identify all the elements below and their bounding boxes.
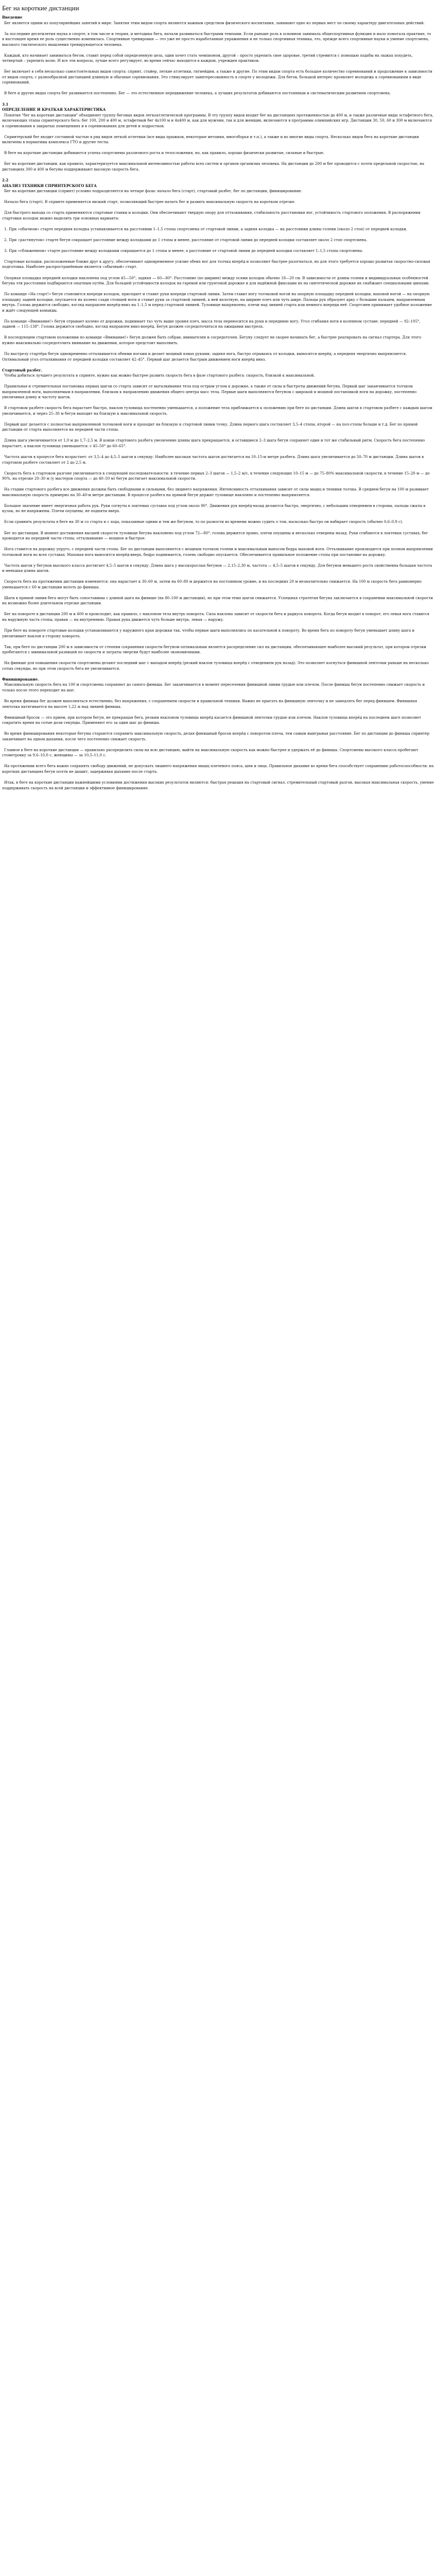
intro-paragraph: За последние десятилетия наука в спорте, в том числе и теория, и методика бега, начали развиваться быстрыми темпами. Если раньше роль в основном занимала общеспортивная функция и мало помогала практике, то в настоящее время ее роль существенно изменилась. Спортивные тренировки — это уже не просто наработанные упражнения и не только спортивная техника, это, прежде всего спортивные науки и умение спортсмена, высокого тактического мышления тренирующегося человека. <box>2 31 431 47</box>
start-paragraph: Скорость бега на протяжении дистанции изменяется: она нарастает к 30–60 м, затем на 60–80 м держится на постоянном уровне, и на последних 20 м незначительно снижается. На 100 м скорость бега равномерно уменьшается с 60 м дистанции вплоть до финиша. <box>2 579 422 589</box>
section-1 <box>2 113 434 173</box>
section-1-title: ОПРЕДЕЛЕНИЕ И КРАТКАЯ ХАРАКТЕРИСТИКА <box>2 107 106 112</box>
start-paragraph: Большое значение имеет энергичная работа рук. Руки согнуты в локтевых суставах под углом около 90°. Движения рук вперёд-назад делаются быстро, энергично, с небольшим отведением в стороны, пальцы сжаты в кулак, но не напряжены. Плечи опущены, не подняты вверх. <box>2 503 426 514</box>
body-paragraph: В беге и других видах спорта бег развивается постепенно. Бег — это естественное передвижение человека, а лучших результатов добиваются постоянным и систематическим развитием спортсмена. <box>4 91 391 96</box>
sec2-paragraph: По команде «На старт!» бегун становится впереди колодок, приседает и ставит руки впереди стартовой линии. Затем ставит ногу толчковой ногой на опорную площадку передней колодки, маховой ногой — на опорную площадку задней колодки, опускается на колено сзади стоящей ноги и ставит руки за стартовой линией, к ней вплотную, на ширине плеч или чуть шире. Пальцы рук образуют арку с большим пальцем, направленным внутрь. Голова держится свободно, взгляд направлен вперёд-вниз на 1–1,5 м перед стартовой линией. Туловище выпрямлено, плечи над линией старта или немного впереди неё. Спортсмен принимает удобное положение и ждёт следующей команды. <box>2 292 432 313</box>
mid-section <box>2 596 434 671</box>
sec1-paragraph: Спринтерский бег входит составной частью в ряд видов легкой атлетики (все виды прыжков, некоторые метания, многоборья и т.п.), а также и во многие виды спорта. Несколько видов бега на короткие дистанции включены в нормативы комплекса ГТО и другие тесты. <box>2 134 419 145</box>
start-paragraph: Длина шага увеличивается от 1,0 м до 1,7–2,5 м. В конце стартового разбега увеличение длины шага прекращается, и оставшиеся 2–3 шага бегун сохраняет один и тот же стабильный ритм. Скорость бега постепенно нарастает, а наклон туловища уменьшается: с 45–50° до 60–65°. <box>2 438 425 449</box>
mid-paragraph: Шаги в прямой линии бега могут быть сопоставимы с длиной шага на финише (на 80–100 м дистанции), но при этом темп шагов снижается. Успешная стратегия бегуна заключается в сохранении максимальной скорости на возможно более длительном отрезке дистанции. <box>2 595 433 606</box>
mid-paragraph: Так, при беге по дистанции 200 м в зависимости от степени сохранения скорости бегуном оптимальным является распределение сил на дистанции, обеспечивающее наиболее высокий результат, при котором отрезки пробегаются с минимальной разницей по скорости и затраты энергии будут наиболее экономичными. <box>2 644 426 655</box>
start-heading: Стартовый разбег. <box>2 367 43 372</box>
sec1-paragraph: В беге на короткие дистанции добиваются успеха спортсмены различного роста и телосложения, но, как правило, хорошо физически развитые, сильные и быстрые. <box>4 150 324 156</box>
start-paragraph: Частота шагов в процессе бега возрастает: от 3,5–4 до 4,5–5 шагов в секунду. Наиболее высокая частота шагов достигается на 10–15-м метре разбега. Длина шага увеличивается до 50–70 м дистанции. Длина шагов в стартовом разбеге составляет от 2 до 2,5 м. <box>2 454 424 465</box>
sec1-paragraph: Бег на короткие дистанции, как правило, характеризуется максимальной интенсивностью работы всех систем и органов организма человека. На дистанции до 200 м бег проводится с почти предельной скоростью, на дистанциях 300 и 400 м бегуны поддерживают высокую скорость бега. <box>2 161 425 172</box>
finish-paragraph: На протяжении всего бега важно сохранять свободу движений, не допускать лишнего напряжения мышц плечевого пояса, шеи и лица. Правильное дыхание во время бега способствует сохранению работоспособности: на коротких дистанциях бегун почти не дышит, задерживая дыхание после старта. <box>2 764 434 774</box>
sec2-paragraph: По команде «Внимание!» бегун отрывает колено от дорожки, поднимает таз чуть выше уровня плеч, масса тела переносится на руки и переднюю ногу. Угол сгибания ноги в коленном суставе: передней — 92–105°, задней — 115–138°. Голова держится свободно, взгляд направлен вниз-вперёд. Бегун должен сосредоточиться на ожидании выстрела. <box>2 318 421 329</box>
body-paragraph: Бег включает в себя несколько самостоятельных видов спорта: спринт, стайер, легкие атлетики, гигиейдим, а также и другие. По этим видам спорта есть большое количество соревнований и продолжение в зависимости от видов спорта, с разнообразной дистанцией длинную и обычные соревнования. Это стимулирует заинтересованность в спорте у молодежи. Для бегов, большой интерес проявляет молодежь к соревнованиям в виде соревнований. <box>2 69 432 85</box>
start-paragraph: Частота шагов у бегунов высокого класса достигает 4,5–5 шагов в секунду. Длина шага у высокорослых бегунов — 2,15–2,30 м, частота — 4,5–5 шагов в секунду. Для бегунов меньшего роста свойственна большая частота и меньшая длина шагов. <box>2 563 432 573</box>
intro-paragraph: Бег является одним из популярнейших занятий в мире. Занятия этим видом спорта являются важным средством физического воспитания, занимают одно из первых мест по своему характеру двигательных действий. <box>4 20 425 25</box>
intro-heading: Введение <box>2 15 23 20</box>
finish-paragraph: Финишный бросок — это прием, при котором бегун, не прекращая бега, резким наклоном туловища вперёд касается финишной ленточки грудью или плечом. Наклон туловища вперёд на последнем шаге позволяет сократить время на сотые доли секунды. Применяют его за один шаг до финиша. <box>2 715 421 725</box>
finish-paragraph: Главное в беге на короткие дистанции — правильно распределить силы на всю дистанцию, выйти на максимальную скорость как можно быстрее и удержать её до финиша. Спортсмены высокого класса пробегают стометровку за 9,6–10,0 с, женщины — за 10,5–11,0 с. <box>2 747 418 758</box>
start-paragraph: Первый шаг делается с полностью выпрямленной толчковой ноги и проходит на близкую к стартовой линии точку. Длина первого шага составляет 3,5–4 стопы, второй — на пол-стопы больше и т.д. Бег по прямой дистанции от старта выполняется на передней части стопы. <box>2 421 418 432</box>
document <box>2 4 434 796</box>
sec2-paragraph: 2. При «растянутом» старте бегун сокращает расстояние между колодками до 1 стопы и менее, расстояние от стартовой линии до передней колодки составляет около 2 стоп спортсмена. <box>4 237 368 242</box>
sec2-paragraph: Начало бега (старт). В спринте применяется низкий старт, позволяющий быстрее начать бег и развить максимальную скорость на коротком отрезке. <box>4 199 295 205</box>
start-paragraph: В стартовом разбеге скорость бега нарастает быстро, наклон туловища постепенно уменьшается, а положение тела приближается к положению при беге по дистанции. Длина шагов в стартовом разбеге с каждым шагом увеличивается, и через 25–30 м бегун выходит на близкую к максимальной скорость. <box>2 405 432 416</box>
start-paragraph: Скорость бега в стартовом разгоне увеличивается в следующей последовательности: в течение первых 2–3 шагов — 1,5–2 м/с, в течение следующих 10–15 м — до 75–80% максимальной скорости, в течение 15–20 м — до 90%, на отрезке 20–30 м (у мастеров спорта — до 40–50 м) бегун достигает максимальной скорости. <box>2 470 430 481</box>
intro-section <box>2 21 434 64</box>
finish-paragraph: Во время финиша бег должен выполняться естественно, без напряжения, с сохранением скорости и правильной техники. Важно не прыгать на финишную ленточку и не замедлять бег перед финишем. Финишная ленточка натягивается на высоте 1,22 м над линией финиша. <box>2 698 417 709</box>
intro-paragraph: Каждый, кто начинает заниматься бегом, ставит перед собой определенную цель, один хочет стать чемпионом, другой – просто укрепить свое здоровье, третий стремится с помощью ходьбы на лыжах похудеть, четвертый – укрепить волю. И все эти вопросы, лучше всего регулирует, во время сейчас находятся в каждом, учрежден практиков. <box>2 53 413 63</box>
section-2-number: 2.2 <box>2 177 9 182</box>
mid-paragraph: Бег на повороте в дистанции 200 м и 400 м происходит, как правило, с наклоном тела внутрь поворота. Сила наклона зависит от скорости бега и радиуса поворота. Когда бегун входит в поворот, его левая нога ставится на наружную часть стопы, правая — на внутреннюю. Правая рука движется чуть больше внутрь, левая — наружу. <box>2 612 429 622</box>
finish-paragraph: Максимальную скорость бега на 100 м спортсмены сохраняют до самого финиша. Бег заканчивается в момент пересечения финишной линии грудью или плечом. После финиша бегун постепенно снижает скорость и только после этого переходит на шаг. <box>2 682 425 692</box>
body-section <box>2 69 434 96</box>
sec2-paragraph: Стартовые колодки, расположенные ближе друг к другу, обеспечивают одновременное усилие обеих ног для толчка вперёд и позволяют быстрее разогнаться, но для этого требуется хорошо развитая скоростно-силовая подготовка. Наиболее распространённым является «обычный» старт. <box>2 259 430 269</box>
start-paragraph: Чтобы добиться лучшего результата в спринте, нужно как можно быстрее развить скорость бега в фазе стартового разбега: скорость, близкой к максимальной. <box>4 373 315 378</box>
finish-heading: Финиширование. <box>2 676 39 682</box>
finish-section <box>2 682 434 791</box>
section-2-title: АНАЛИЗ ТЕХНИКИ СПРИНТЕРСКОГО БЕГА <box>2 183 97 188</box>
start-paragraph: Правильная и стремительная постановка первых шагов со старта зависит от выталкивания тела под острым углом к дорожке, а также от силы и быстроты движений бегуна. Первый шаг заканчивается толчком выпрямленной ноги, выполняемым в направлении, близком к направлению движения общего центра масс тела. Первые шаги выполняются бегуном с широкой и мощной постановкой ноги на дорожку, постепенно увеличивая длину и частоту шагов. <box>2 384 417 400</box>
sec2-paragraph: Бег на короткие дистанции (спринт) условно подразделяется на четыре фазы: начало бега (старт), стартовый разбег, бег по дистанции, финиширование. <box>4 189 302 194</box>
sec2-paragraph: Для быстрого выхода со старта применяются стартовые станки и колодки. Они обеспечивают твердую опору для отталкивания, стабильность расстановки ног, устойчивость стартового положения. В распоряжении стартовых колодок можно выделить три основных варианта: <box>2 210 421 221</box>
sec1-paragraph: Понятие "бег на короткие дистанции" объединяет группу беговых видов легкоатлетической программы. В эту группу видов входит бег на дистанциях протяженностью до 400 м, и также различные виды эстафетного бега, включающих этапы спринтерского бега: бег 100, 200 и 400 м, эстафетный бег 4х100 м и 4х400 м, как для мужчин, так и для женщин, включаются в программы олимпийских игр. Дистанции 30, 50, 60 и 300 м включаются в соревнования в закрытых помещениях и в соревнованиях для детей и подростков. <box>2 112 434 128</box>
section-1-number: 3.1 <box>2 101 9 107</box>
mid-paragraph: При беге на повороте стартовые колодки устанавливаются у наружного края дорожки так, чтобы первые шаги выполнялись по касательной к повороту. Во время бега по повороту бегун уменьшает длину шага и увеличивает наклон в сторону поворота. <box>2 628 415 638</box>
sec2-paragraph: В последующем стартовом положении по команде «Внимание!» бегун должен быть собран, внимателен и сосредоточен. Бегуну следует не скорее начинать бег, а быстрее реагировать на сигнал стартера. Для этого нужно максимально сосредоточить внимание на движении, которое предстоит выполнить. <box>2 335 422 345</box>
page-title: Бег на короткие дистанции <box>2 4 79 12</box>
start-paragraph: На стадии стартового разбега все движения должны быть свободными и сильными, без лишнего напряжения. Интенсивность отталкивания зависит от силы мышц и техники толчка. В среднем бегун на 100 м развивает максимальную скорость примерно на 30–40-м метре дистанции. В процессе разбега на прямой бегун держит туловище наклонно и постепенно выпрямляется. <box>2 487 429 497</box>
finish-paragraph: Во время финиширования некоторые бегуны стараются сохранить максимальную скорость, делая финишный бросок вперёд с поворотом плеча, тем самым выигрывая расстояние. Бег по дистанции до финиша спринтер заканчивает на одном дыхании, после чего постепенно снижает скорость. <box>2 731 430 741</box>
finish-paragraph: Итак, в беге на короткие дистанции важнейшими условиями достижения высоких результатов являются: быстрая реакция на стартовый сигнал, стремительный стартовый разгон, высокая максимальная скорость, умение поддерживать скорость на всей дистанции и эффективное финиширование. <box>2 779 434 790</box>
mid-paragraph: На финише для повышения скорости спортсмены делают последний шаг с выпадом вперёд (резкий наклон туловища вперёд с отведением рук назад). Это позволяет коснуться финишной ленточки раньше на несколько сотых секунды, но при этом скорость бега не увеличивается. <box>2 660 429 671</box>
start-paragraph: Если сравнить результаты в беге на 30 м со старта и с хода, показанные одним и тем же бегуном, то по разности во времени можно судить о том, насколько быстро он набирает скорость (обычно 0,6–0,9 с). <box>4 519 404 524</box>
sec2-paragraph: По выстрелу стартёра бегун одновременно отталкивается обеими ногами и делает мощный взмах руками; задняя нога, быстро отрываясь от колодки, выносится вперёд, а передняя энергично выпрямляется. Оптимальный угол отталкивания от передней колодки составляет 42–45°. Первый шаг делается быстрым движением ноги вперёд вниз. <box>2 351 407 362</box>
sec2-paragraph: 1. При «обычном» старте передняя колодка устанавливается на расстоянии 1–1,5 стопы спортсмена от стартовой линии, а задняя колодка — на расстоянии длины голени (около 2 стоп) от передней колодки. <box>4 226 408 231</box>
start-paragraph: Нога ставится на дорожку упруго, с передней части стопы. Бег по дистанции выполняется с мощным толчком голени и максимальным выносом бедра маховой ноги. Отталкивание производится при полном выпрямлении толчковой ноги во всех суставах. Маховая нога выносится вперёд-вверх, бедро поднимается, голень свободно опускается. Обеспечивается правильное положение стопы при постановке на дорожку. <box>2 547 433 557</box>
sec2-paragraph: Опорная площадка передней колодки наклонена под углом 45—50°, задняя — 60—80°. Расстояние (по ширине) между осями колодок обычно 18—20 см. В зависимости от длины голени и индивидуальных особенностей бегуна эти расстояния подбираются опытным путём. Для большей устойчивости колодок на гаревой или грунтовой дорожке и для надёжной фиксации их на синтетической дорожке их снабжают специальными шипами. <box>2 275 430 286</box>
section-2 <box>2 189 434 362</box>
start-paragraph: Бег по дистанции. В момент достижения высшей скорости туловище бегуна наклонено под углом 72—80°, голова держится прямо, плечи опущены и несколько отведены назад. Руки сгибаются в локтевых суставах; бег проводится на передней части стопы, отталкивание — мощное и быстрое. <box>2 530 428 541</box>
start-section <box>2 373 434 590</box>
sec2-paragraph: 3. При «сближенном» старте расстояние между колодками сокращается до 1 стопы и менее, а расстояние от стартовой линии до передней колодки составляет 1–1,5 стопы спортсмена. <box>4 248 363 253</box>
